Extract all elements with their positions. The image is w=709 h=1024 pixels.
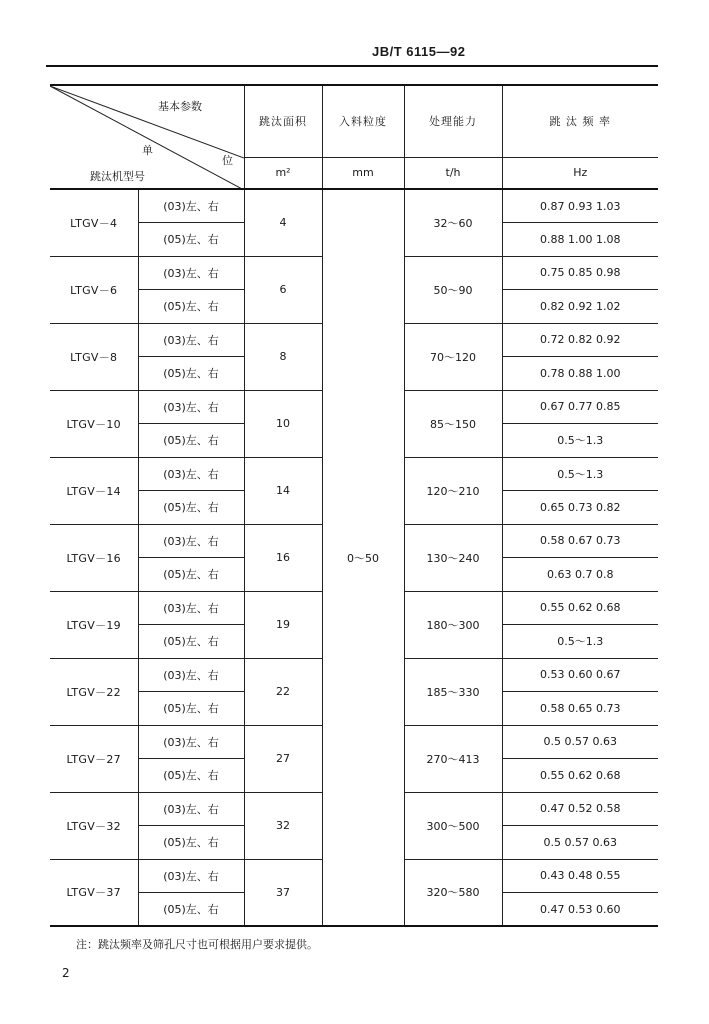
side-05-label: (05)左、右 (163, 501, 219, 515)
area-value: 14 (276, 484, 290, 497)
model-cell (50, 390, 138, 457)
model-cell (50, 591, 138, 658)
unit-frequency: Hz (502, 157, 658, 189)
freq-03-cell (502, 390, 658, 424)
capacity-value: 32～60 (433, 216, 473, 230)
freq-05-value: 0.5～1.3 (557, 434, 604, 448)
freq-03-cell (502, 323, 658, 357)
model-name: LTGV－19 (66, 618, 121, 632)
side-05-label: (05)左、右 (163, 903, 219, 916)
model-name: LTGV－16 (66, 551, 121, 565)
freq-03-cell (502, 859, 658, 893)
freq-03-value: 0.47 0.52 0.58 (540, 802, 621, 816)
unit-area: m² (244, 157, 322, 189)
side-03-label: (03)左、右 (163, 869, 219, 883)
freq-05-cell (502, 290, 658, 324)
side-05-label: (05)左、右 (163, 300, 219, 314)
side-05-cell (138, 223, 244, 257)
area-value: 37 (276, 885, 290, 899)
side-05-cell (138, 290, 244, 324)
model-cell (50, 457, 138, 524)
freq-03-value: 0.75 0.85 0.98 (540, 266, 621, 280)
freq-03-cell (502, 792, 658, 826)
header-area: 跳汰面积 (244, 85, 322, 157)
model-name: LTGV－6 (70, 283, 118, 297)
header-feed-size: 入料粒度 (322, 85, 404, 157)
freq-03-cell (502, 591, 658, 625)
area-cell (244, 390, 322, 457)
capacity-value: 70～120 (430, 350, 476, 364)
unit-feed-size: mm (322, 157, 404, 189)
side-03-label: (03)左、右 (163, 266, 219, 280)
footnote: 注：跳汰频率及筛孔尺寸也可根据用户要求提供。 (76, 938, 318, 951)
diagonal-lines (50, 86, 244, 189)
side-05-label: (05)左、右 (163, 836, 219, 850)
freq-05-cell (502, 223, 658, 257)
side-03-cell (138, 457, 244, 491)
corner-unit-left: 单 (142, 144, 153, 157)
side-03-label: (03)左、右 (163, 467, 219, 481)
model-name: LTGV－14 (66, 484, 121, 498)
freq-03-value: 0.5～1.3 (557, 467, 604, 481)
capacity-value: 85～150 (430, 417, 476, 431)
freq-05-cell (502, 424, 658, 458)
area-value: 19 (276, 618, 290, 631)
side-05-label: (05)左、右 (163, 635, 219, 649)
model-cell (50, 256, 138, 323)
model-name: LTGV－32 (66, 819, 121, 833)
feed-size-value: 0～50 (347, 551, 379, 565)
side-03-label: (03)左、右 (163, 601, 219, 615)
standard-code: JB/T 6115—92 (372, 44, 466, 59)
side-03-label: (03)左、右 (163, 802, 219, 816)
side-05-label: (05)左、右 (163, 568, 219, 582)
side-03-cell (138, 524, 244, 558)
side-03-cell (138, 390, 244, 424)
freq-05-value: 0.58 0.65 0.73 (540, 701, 621, 715)
capacity-cell (404, 591, 502, 658)
freq-03-cell (502, 256, 658, 290)
area-cell (244, 725, 322, 792)
side-03-cell (138, 658, 244, 692)
side-05-label: (05)左、右 (163, 233, 219, 247)
capacity-cell (404, 189, 502, 256)
freq-05-value: 0.5 0.57 0.63 (543, 835, 617, 849)
area-cell (244, 792, 322, 859)
capacity-value: 120～210 (426, 484, 480, 498)
side-05-cell (138, 491, 244, 525)
header-corner-cell (50, 85, 244, 189)
capacity-cell (404, 859, 502, 926)
freq-05-cell (502, 692, 658, 726)
side-03-label: (03)左、右 (163, 400, 219, 414)
freq-03-value: 0.55 0.62 0.68 (540, 601, 621, 615)
area-cell (244, 457, 322, 524)
side-05-cell (138, 625, 244, 659)
freq-05-value: 0.47 0.53 0.60 (540, 902, 621, 916)
model-cell (50, 725, 138, 792)
freq-03-cell (502, 524, 658, 558)
capacity-value: 185～330 (426, 685, 480, 699)
freq-03-value: 0.43 0.48 0.55 (540, 869, 621, 883)
model-cell (50, 189, 138, 256)
freq-03-cell (502, 658, 658, 692)
side-03-label: (03)左、右 (163, 668, 219, 682)
capacity-value: 50～90 (433, 283, 473, 297)
freq-05-value: 0.78 0.88 1.00 (540, 366, 621, 380)
side-05-label: (05)左、右 (163, 769, 219, 783)
capacity-cell (404, 792, 502, 859)
side-05-cell (138, 759, 244, 793)
top-rule (46, 65, 658, 67)
model-cell (50, 859, 138, 926)
side-03-cell (138, 189, 244, 223)
model-name: LTGV－27 (66, 752, 121, 766)
freq-03-value: 0.5 0.57 0.63 (543, 735, 617, 749)
side-03-cell (138, 323, 244, 357)
corner-model: 跳汰机型号 (90, 170, 145, 183)
side-05-cell (138, 826, 244, 860)
freq-05-cell (502, 558, 658, 592)
freq-03-cell (502, 189, 658, 223)
freq-05-value: 0.65 0.73 0.82 (540, 500, 621, 514)
freq-03-cell (502, 725, 658, 759)
side-03-cell (138, 859, 244, 893)
freq-05-value: 0.5～1.3 (557, 635, 604, 649)
side-03-label: (03)左、右 (163, 534, 219, 548)
model-name: LTGV－10 (66, 417, 121, 431)
model-name: LTGV－8 (70, 350, 118, 364)
header-capacity: 处理能力 (404, 85, 502, 157)
capacity-cell (404, 658, 502, 725)
side-05-cell (138, 558, 244, 592)
area-value: 6 (279, 283, 287, 296)
freq-05-value: 0.63 0.7 0.8 (547, 567, 614, 581)
model-name: LTGV－37 (66, 886, 121, 900)
side-03-cell (138, 725, 244, 759)
side-03-cell (138, 591, 244, 625)
freq-05-value: 0.55 0.62 0.68 (540, 768, 621, 782)
area-cell (244, 189, 322, 256)
area-cell (244, 256, 322, 323)
capacity-value: 130～240 (426, 551, 480, 565)
side-05-label: (05)左、右 (163, 434, 219, 448)
model-name: LTGV－4 (70, 216, 118, 230)
area-value: 27 (276, 752, 290, 765)
capacity-value: 320～580 (426, 886, 480, 900)
area-value: 22 (276, 685, 290, 698)
freq-03-value: 0.72 0.82 0.92 (540, 333, 621, 347)
freq-05-cell (502, 826, 658, 860)
side-05-cell (138, 424, 244, 458)
page-number: 2 (62, 966, 70, 980)
side-03-cell (138, 792, 244, 826)
freq-05-cell (502, 357, 658, 391)
capacity-cell (404, 323, 502, 390)
freq-05-cell (502, 625, 658, 659)
side-05-label: (05)左、右 (163, 367, 219, 381)
corner-basic-params: 基本参数 (158, 100, 202, 113)
area-cell (244, 323, 322, 390)
freq-03-value: 0.67 0.77 0.85 (540, 400, 621, 414)
header-frequency: 跳 汰 频 率 (502, 85, 658, 157)
area-value: 8 (279, 350, 287, 363)
side-05-cell (138, 692, 244, 726)
area-cell (244, 658, 322, 725)
side-03-label: (03)左、右 (163, 333, 219, 347)
parameter-table (50, 84, 658, 927)
side-05-label: (05)左、右 (163, 702, 219, 716)
freq-05-cell (502, 759, 658, 793)
capacity-value: 300～500 (426, 819, 480, 833)
side-03-label: (03)左、右 (163, 735, 219, 749)
model-cell (50, 323, 138, 390)
capacity-value: 180～300 (426, 618, 480, 632)
area-cell (244, 524, 322, 591)
area-cell (244, 591, 322, 658)
area-value: 4 (279, 216, 287, 230)
area-value: 16 (276, 551, 290, 564)
capacity-value: 270～413 (426, 752, 480, 766)
area-value: 32 (276, 819, 290, 832)
side-03-label: (03)左、右 (163, 200, 219, 213)
area-cell (244, 859, 322, 926)
side-05-cell (138, 893, 244, 927)
side-03-cell (138, 256, 244, 290)
model-cell (50, 524, 138, 591)
model-cell (50, 792, 138, 859)
capacity-cell (404, 256, 502, 323)
freq-03-value: 0.87 0.93 1.03 (540, 199, 621, 213)
capacity-cell (404, 524, 502, 591)
model-name: LTGV－22 (66, 685, 121, 699)
freq-05-value: 0.82 0.92 1.02 (540, 299, 621, 313)
freq-03-cell (502, 457, 658, 491)
freq-05-cell (502, 893, 658, 927)
capacity-cell (404, 457, 502, 524)
freq-03-value: 0.58 0.67 0.73 (540, 534, 621, 548)
area-value: 10 (276, 417, 290, 430)
freq-05-value: 0.88 1.00 1.08 (540, 232, 621, 246)
side-05-cell (138, 357, 244, 391)
unit-capacity: t/h (404, 157, 502, 189)
freq-03-value: 0.53 0.60 0.67 (540, 668, 621, 682)
capacity-cell (404, 390, 502, 457)
freq-05-cell (502, 491, 658, 525)
corner-unit-right: 位 (222, 154, 233, 167)
capacity-cell (404, 725, 502, 792)
model-cell (50, 658, 138, 725)
feed-size-cell (322, 189, 404, 926)
